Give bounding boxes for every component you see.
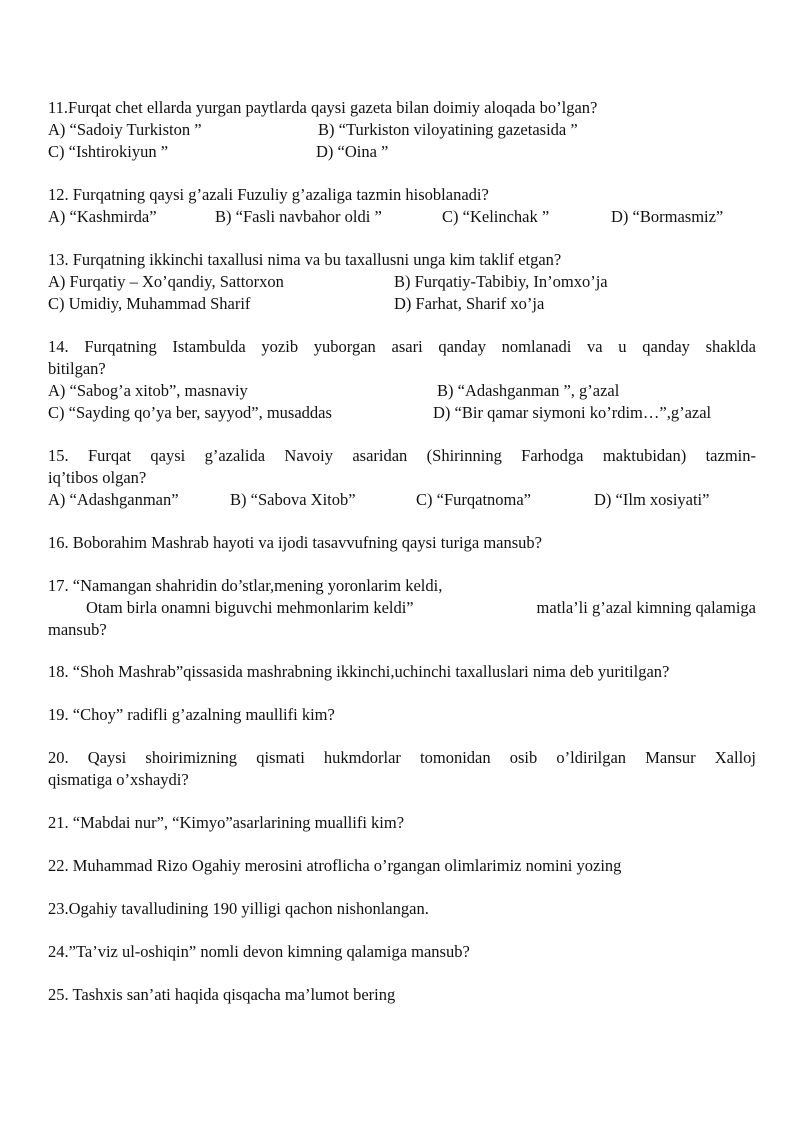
option-a: A) “Adashganman” [48, 490, 179, 509]
options-row [48, 206, 756, 228]
option-d: D) “Bormasmiz” [611, 207, 724, 226]
question-text-cont: iq’tibos olgan? [48, 468, 147, 487]
option-d: D) “Oina ” [316, 142, 389, 161]
question-text: 19. “Choy” radifli g’azalning maullifi kim? [48, 705, 335, 724]
question-tail: matla’li g’azal kimning qalamiga [536, 598, 756, 617]
option-c: C) Umidiy, Muhammad Sharif [48, 294, 251, 313]
question-text: 22. Muhammad Rizo Ogahiy merosini atroflicha o’rgangan olimlarimiz nomini yozing [48, 856, 622, 875]
question-17 [48, 575, 756, 641]
options-row [48, 489, 756, 511]
question-text: 20. Qaysi shoirimizning qismati hukmdorlar tomonidan osib o’ldirilgan Mansur Xalloj [48, 748, 756, 767]
option-b: B) “Sabova Xitob” [230, 490, 356, 509]
question-21 [48, 812, 756, 834]
question-22 [48, 855, 756, 877]
question-text: 24.”Ta’viz ul-oshiqin” nomli devon kimning qalamiga mansub? [48, 942, 470, 961]
options-row [48, 271, 756, 293]
question-13 [48, 249, 756, 315]
question-text: 13. Furqatning ikkinchi taxallusi nima va bu taxallusni unga kim taklif etgan? [48, 250, 562, 269]
option-d: D) “Bir qamar siymoni ko’rdim…”,g’azal [433, 403, 712, 422]
question-text-cont: qismatiga o’xshaydi? [48, 770, 189, 789]
option-b: B) “Turkiston viloyatining gazetasida ” [318, 120, 578, 139]
question-text: 18. “Shoh Mashrab”qissasida mashrabning ikkinchi,uchinchi taxalluslari nima deb yuritilgan? [48, 662, 670, 681]
question-text: 12. Furqatning qaysi g’azali Fuzuliy g’azaliga tazmin hisoblanadi? [48, 185, 489, 204]
option-c: C) “Ishtirokiyun ” [48, 142, 169, 161]
question-11 [48, 97, 756, 163]
option-c: C) “Kelinchak ” [442, 207, 550, 226]
question-text: 25. Tashxis san’ati haqida qisqacha ma’lumot bering [48, 985, 396, 1004]
question-text-cont: bitilgan? [48, 359, 106, 378]
question-16 [48, 532, 756, 554]
option-a: A) “Sadoiy Turkiston ” [48, 120, 202, 139]
option-b: B) “Fasli navbahor oldi ” [215, 207, 382, 226]
question-24 [48, 941, 756, 963]
question-25 [48, 984, 756, 1006]
option-a: A) “Kashmirda” [48, 207, 157, 226]
question-text: 16. Boborahim Mashrab hayoti va ijodi tasavvufning qaysi turiga mansub? [48, 533, 542, 552]
question-14 [48, 336, 756, 424]
option-a: A) Furqatiy – Xo’qandiy, Sattorxon [48, 272, 284, 291]
options-row [48, 119, 756, 141]
question-text: 23.Ogahiy tavalludining 190 yilligi qachon nishonlangan. [48, 899, 429, 918]
question-20 [48, 747, 756, 791]
option-b: B) Furqatiy-Tabibiy, In’omxo’ja [394, 272, 608, 291]
poem-line-1: 17. “Namangan shahridin do’stlar,mening yoronlarim keldi, [48, 576, 443, 595]
question-text: 14. Furqatning Istambulda yozib yuborgan asari qanday nomlanadi va u qanday shaklda [48, 337, 756, 356]
option-d: D) “Ilm xosiyati” [594, 490, 710, 509]
option-c: C) “Sayding qo’ya ber, sayyod”, musaddas [48, 403, 332, 422]
options-row [48, 402, 756, 424]
options-row [48, 141, 756, 163]
poem-line-2 [48, 597, 756, 619]
option-c: C) “Furqatnoma” [416, 490, 532, 509]
question-23 [48, 898, 756, 920]
option-d: D) Farhat, Sharif xo’ja [394, 294, 545, 313]
question-text-cont: mansub? [48, 620, 107, 639]
question-text: 11.Furqat chet ellarda yurgan paytlarda qaysi gazeta bilan doimiy aloqada bo’lgan? [48, 98, 598, 117]
poem-line-2-text: Otam birla onamni biguvchi mehmonlarim keldi” [86, 598, 414, 617]
option-b: B) “Adashganman ”, g’azal [437, 381, 620, 400]
question-text: 21. “Mabdai nur”, “Kimyo”asarlarining muallifi kim? [48, 813, 405, 832]
question-15 [48, 445, 756, 511]
options-row [48, 293, 756, 315]
question-18 [48, 661, 756, 683]
options-row [48, 380, 756, 402]
question-12 [48, 184, 756, 228]
question-text: 15. Furqat qaysi g’azalida Navoiy asaridan (Shirinning Farhodga maktubidan) tazmin- [48, 446, 756, 465]
option-a: A) “Sabog’a xitob”, masnaviy [48, 381, 248, 400]
question-19 [48, 704, 756, 726]
